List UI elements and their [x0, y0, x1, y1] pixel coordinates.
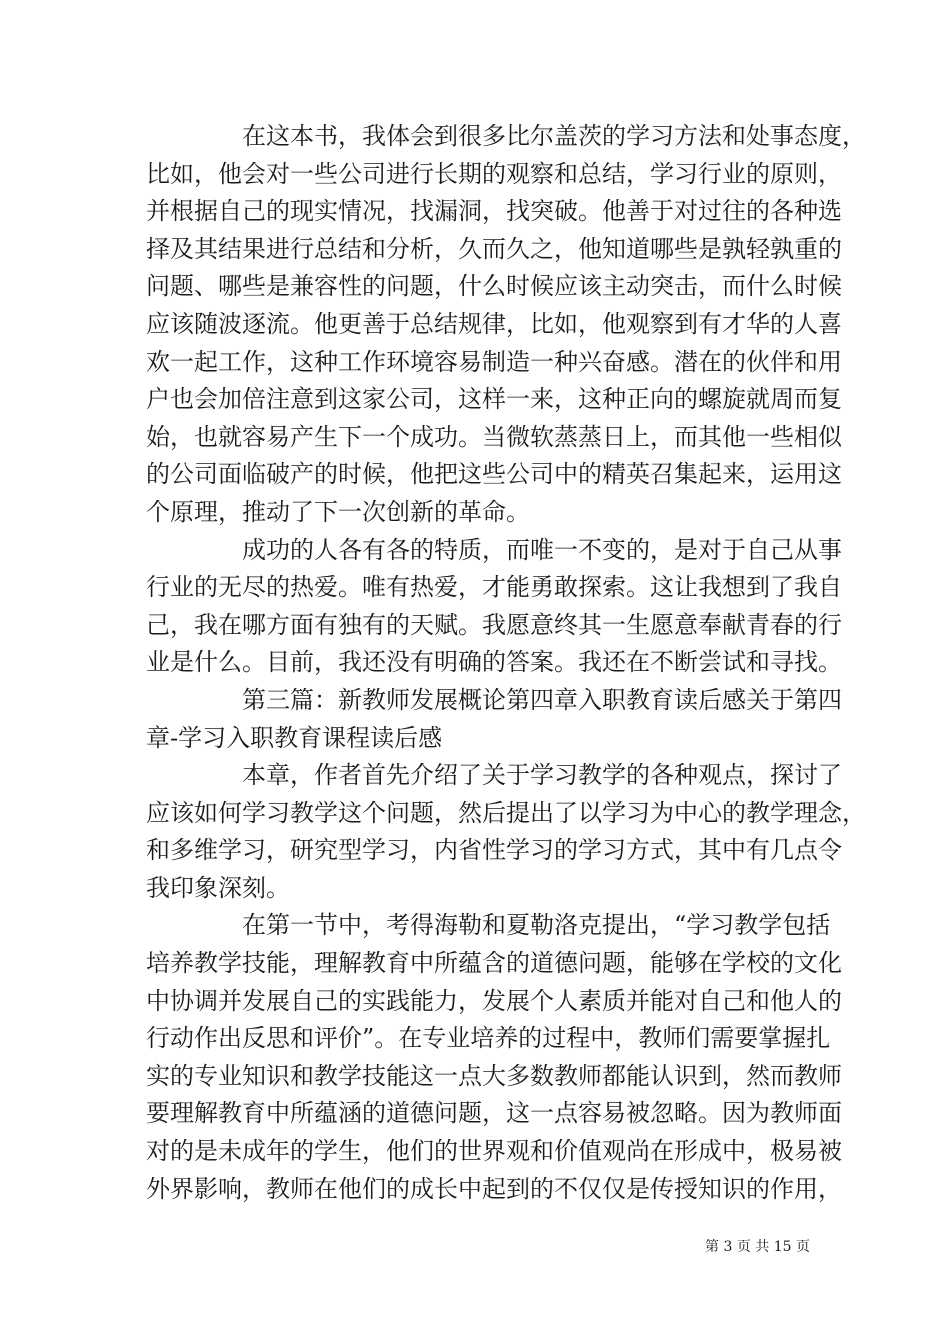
paragraph-line: 欢一起工作，这种工作环境容易制造一种兴奋感。潜在的伙伴和用	[146, 347, 842, 376]
paragraph-line: 并根据自己的现实情况，找漏洞，找突破。他善于对过往的各种选	[146, 197, 842, 226]
paragraph-line: 己，我在哪方面有独有的天赋。我愿意终其一生愿意奉献青春的行	[146, 610, 842, 639]
section-heading-line: 第三篇：新教师发展概论第四章入职教育读后感关于第四	[242, 685, 842, 714]
paragraph-line: 户也会加倍注意到这家公司，这样一来，这种正向的螺旋就周而复	[146, 385, 842, 414]
paragraph-line: 培养教学技能，理解教育中所蕴含的道德问题，能够在学校的文化	[146, 949, 842, 978]
paragraph-line: 本章，作者首先介绍了关于学习教学的各种观点，探讨了	[242, 761, 842, 790]
paragraph-line: 中协调并发展自己的实践能力，发展个人素质并能对自己和他人的	[146, 986, 842, 1015]
paragraph-line: 行动作出反思和评价”。在专业培养的过程中，教师们需要掌握扎	[146, 1024, 831, 1053]
page-number-footer: 第 3 页 共 15 页	[705, 1239, 810, 1255]
paragraph-line: 业是什么。目前，我还没有明确的答案。我还在不断尝试和寻找。	[146, 648, 842, 677]
paragraph-line: 在第一节中，考得海勒和夏勒洛克提出，“学习教学包括	[242, 911, 831, 940]
paragraph-line: 对的是未成年的学生，他们的世界观和价值观尚在形成中，极易被	[146, 1137, 842, 1166]
paragraph-line: 个原理，推动了下一次创新的革命。	[146, 497, 530, 526]
paragraph-line: 始，也就容易产生下一个成功。当微软蒸蒸日上，而其他一些相似	[146, 422, 842, 451]
paragraph-line: 问题、哪些是兼容性的问题，什么时候应该主动突击，而什么时候	[146, 272, 842, 301]
paragraph-line: 要理解教育中所蕴涵的道德问题，这一点容易被忽略。因为教师面	[146, 1099, 842, 1128]
paragraph-line: 的公司面临破产的时候，他把这些公司中的精英召集起来，运用这	[146, 460, 842, 489]
paragraph-line: 实的专业知识和教学技能这一点大多数教师都能认识到，然而教师	[146, 1061, 842, 1090]
paragraph-line: 应该随波逐流。他更善于总结规律，比如，他观察到有才华的人喜	[146, 309, 842, 338]
paragraph-line: 择及其结果进行总结和分析，久而久之，他知道哪些是孰轻孰重的	[146, 234, 842, 263]
section-heading-line: 章-学习入职教育课程读后感	[146, 723, 443, 752]
paragraph-line: 比如，他会对一些公司进行长期的观察和总结，学习行业的原则，	[146, 159, 842, 188]
body-text	[146, 118, 866, 1208]
paragraph-line: 在这本书，我体会到很多比尔盖茨的学习方法和处事态度，	[242, 122, 866, 150]
paragraph-line: 行业的无尽的热爱。唯有热爱，才能勇敢探索。这让我想到了我自	[146, 573, 842, 602]
paragraph-line: 和多维学习，研究型学习，内省性学习的学习方式，其中有几点令	[146, 836, 842, 865]
paragraph-line: 成功的人各有各的特质，而唯一不变的，是对于自己从事	[242, 535, 842, 564]
paragraph-line: 应该如何学习教学这个问题，然后提出了以学习为中心的教学理念，	[146, 798, 866, 827]
paragraph-line: 外界影响，教师在他们的成长中起到的不仅仅是传授知识的作用，	[146, 1174, 842, 1203]
paragraph-line: 我印象深刻。	[146, 873, 290, 902]
